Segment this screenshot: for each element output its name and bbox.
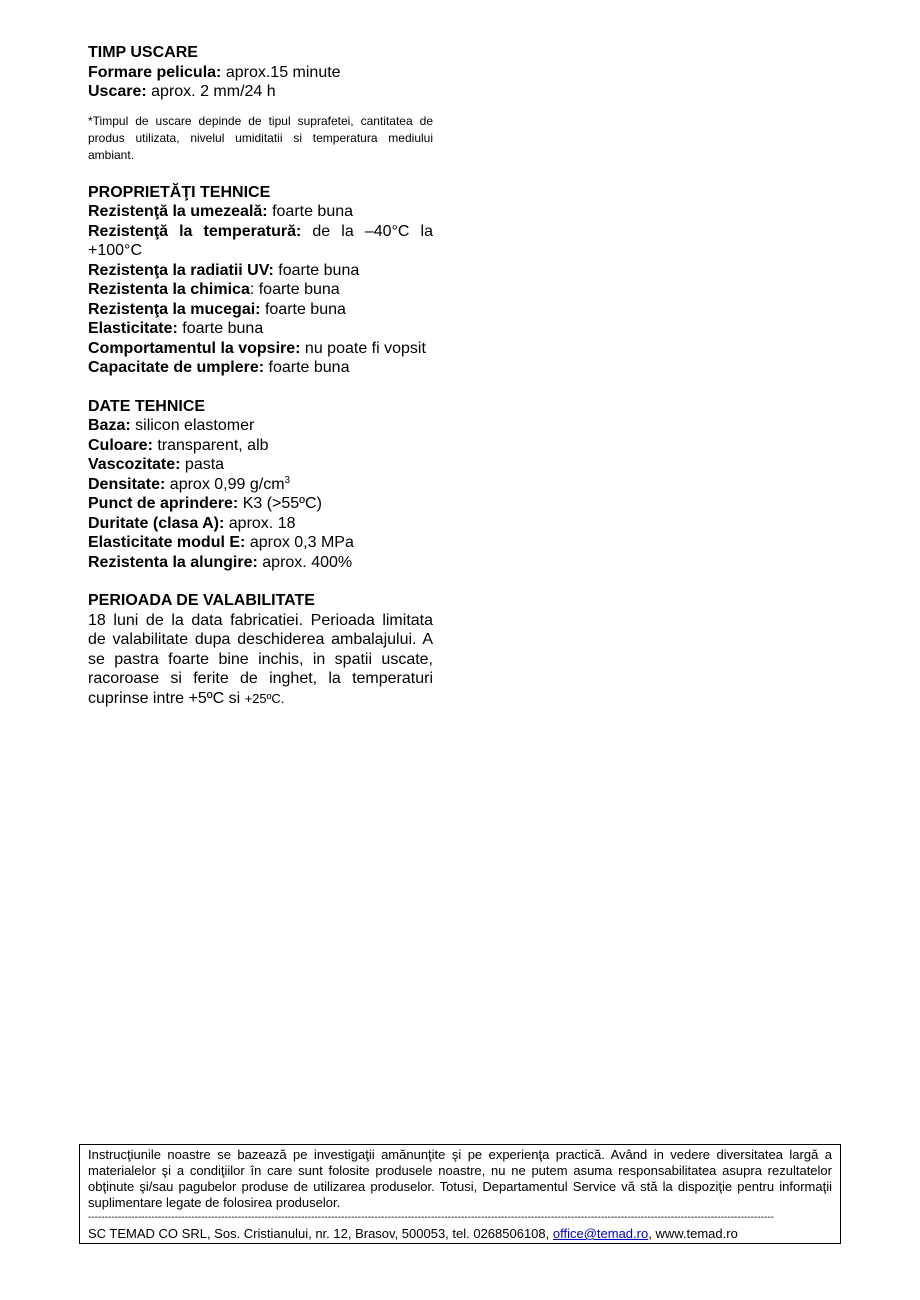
property-row [88, 319, 433, 339]
technical-row [88, 494, 433, 514]
technical-row [88, 455, 433, 475]
row-value: nu poate fi vopsit [300, 339, 426, 357]
row-value: de la –40°C la +100°C [88, 222, 433, 259]
drying-row-curing [88, 82, 433, 102]
row-label: Baza: [88, 417, 131, 434]
shelf-life-text [88, 611, 433, 709]
row-label: Densitate: [88, 475, 166, 493]
property-row [88, 222, 433, 261]
row-value: aprox. 18 [224, 514, 296, 532]
technical-row [88, 514, 433, 534]
row-label: Rezistenţă la temperatură: [88, 222, 302, 240]
technical-row [88, 436, 433, 456]
row-label: Uscare: [88, 83, 147, 100]
row-value: transparent, alb [152, 436, 269, 454]
row-label: Elasticitate modul E: [88, 534, 246, 551]
row-value: pasta [180, 456, 225, 473]
row-value: aprox. 2 mm/24 h [146, 83, 276, 100]
contact-website: , www.temad.ro [648, 1226, 738, 1241]
row-value: foarte buna [264, 359, 350, 376]
row-value: foarte buna [273, 261, 360, 279]
property-row [88, 358, 433, 378]
row-value: silicon elastomer [130, 417, 255, 434]
property-row [88, 300, 433, 320]
row-value: aprox. 400% [257, 553, 353, 571]
row-value: aprox 0,99 g/cm [165, 475, 285, 493]
row-value: aprox 0,3 MPa [245, 534, 354, 551]
superscript: 3 [284, 474, 291, 486]
footer-separator: -------------------------------------------------------------------------------------------------------------------------------------------------------------------------------------------------------------- [88, 1213, 774, 1223]
drying-note: *Timpul de uscare depinde de tipul suprafetei, cantitatea de produs utilizata, nivelul umiditatii si temperatura mediului ambiant. [88, 113, 433, 162]
row-value: foarte buna [267, 203, 354, 220]
row-label: Punct de aprindere: [88, 495, 239, 512]
row-label: Duritate (clasa A): [88, 514, 225, 532]
row-label: Rezistenţă la umezeală: [88, 203, 268, 220]
row-label: Rezistenta la chimica [88, 281, 250, 298]
footer-contact [88, 1226, 832, 1242]
row-value: : foarte buna [249, 281, 340, 298]
technical-row [88, 416, 433, 436]
property-row [88, 339, 433, 359]
row-label: Culoare: [88, 436, 153, 454]
contact-address: SC TEMAD CO SRL, Sos. Cristianului, nr. 12, Brasov, 500053, tel. 0268506108, [88, 1226, 553, 1241]
row-label: Formare pelicula: [88, 63, 222, 81]
properties-heading: PROPRIETĂŢI TEHNICE [88, 183, 271, 201]
row-label: Rezistenţa la radiatii UV: [88, 261, 274, 279]
main-column [88, 43, 433, 708]
row-label: Comportamentul la vopsire: [88, 339, 301, 357]
technical-row [88, 533, 433, 553]
technical-row [88, 553, 433, 573]
technical-row [88, 475, 433, 495]
row-label: Capacitate de umplere: [88, 359, 265, 376]
drying-heading: TIMP USCARE [88, 44, 198, 61]
property-row [88, 202, 433, 222]
shelf-life-temp: +25ºC. [244, 690, 285, 706]
property-row [88, 261, 433, 281]
footer-box [79, 1144, 841, 1244]
row-value: foarte buna [177, 320, 264, 337]
row-label: Elasticitate: [88, 320, 178, 337]
footer-disclaimer: Instrucţiunile noastre se bazează pe investigaţii amănunţite şi pe experienţa practică. Având in vedere diversitatea largă a materialelor şi a condiţiilor în care sunt folosite produsele noastre, nu ne putem asuma responsabilitatea asupra rezultatelor obţinute şi/sau pagubelor produse de utilizarea produselor. Totusi, Departamentul Service vă stă la dispoziţie pentru informaţii suplimentare legate de folosirea produselor. [88, 1147, 832, 1210]
email-link[interactable]: office@temad.ro [552, 1226, 649, 1241]
row-value: foarte buna [260, 300, 346, 318]
row-label: Vascozitate: [88, 456, 181, 473]
shelf-life-heading: PERIOADA DE VALABILITATE [88, 592, 315, 609]
row-label: Rezistenţa la mucegai: [88, 300, 261, 318]
row-label: Rezistenta la alungire: [88, 553, 258, 571]
shelf-life-body: 18 luni de la data fabricatiei. Perioada limitata de valabilitate dupa deschiderea ambalajului. A se pastra foarte bine inchis, in spatii uscate, racoroase si ferite de inghet, la temperaturi cuprinse intre +5ºC si [88, 611, 433, 707]
row-value: aprox.15 minute [221, 63, 341, 81]
property-row [88, 280, 433, 300]
technical-heading: DATE TEHNICE [88, 397, 206, 415]
row-value: K3 (>55ºC) [238, 495, 322, 512]
drying-row-film [88, 63, 433, 83]
